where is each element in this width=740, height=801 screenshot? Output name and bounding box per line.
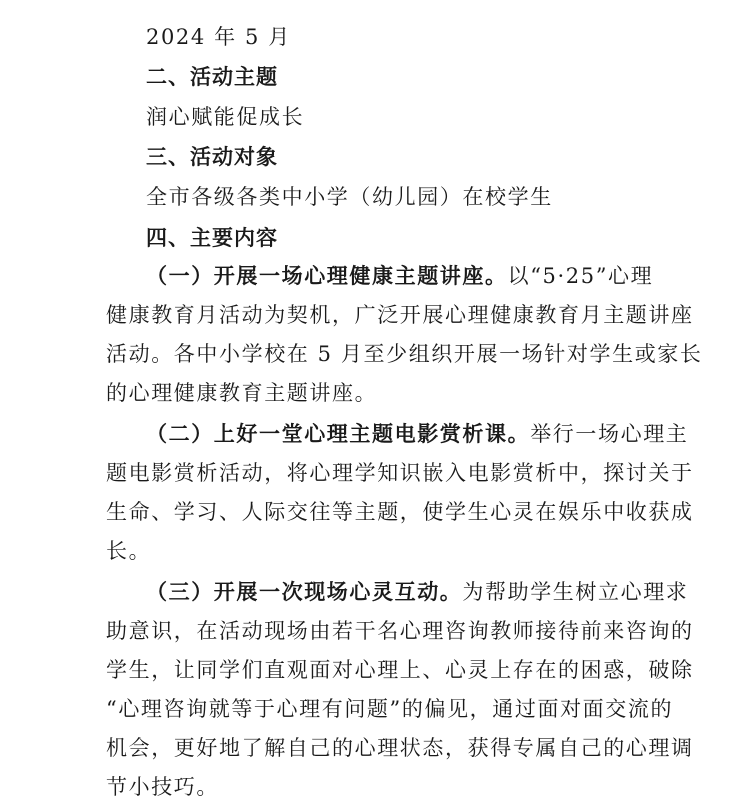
section-content-theme: 润心赋能促成长: [146, 105, 305, 129]
section-content-target: 全市各级各类中小学（幼儿园）在校学生: [146, 185, 553, 209]
item-3-line-5: 机会，更好地了解自己的心理状态，获得专属自己的心理调: [106, 736, 694, 760]
item-1-line-3: 活动。各中小学校在 5 月至少组织开展一场针对学生或家长: [106, 342, 703, 366]
item-2-line-4: 长。: [106, 539, 152, 563]
item-3-line-6: 节小技巧。: [106, 775, 219, 799]
item-3-line-3: 学生，让同学们直观面对心理上、心灵上存在的困惑，破除: [106, 658, 694, 682]
document-date: 2024 年 5 月: [146, 25, 291, 49]
item-1-line-2: 健康教育月活动为契机，广泛开展心理健康教育月主题讲座: [106, 303, 694, 327]
item-3-line-1: 为帮助学生树立心理求: [462, 580, 689, 604]
item-3-line-4: “心理咨询就等于心理有问题”的偏见，通过面对面交流的: [106, 697, 674, 721]
section-heading-theme: 二、活动主题: [146, 65, 278, 89]
item-2-line-1: 举行一场心理主: [530, 422, 689, 446]
item-1-lead: （一）开展一场心理健康主题讲座。: [146, 263, 508, 288]
section-heading-target: 三、活动对象: [146, 145, 278, 169]
item-2-lead: （二）上好一堂心理主题电影赏析课。: [146, 421, 531, 446]
item-3-line-2: 助意识，在活动现场由若干名心理咨询教师接待前来咨询的: [106, 619, 694, 643]
item-1-line-4: 的心理健康教育主题讲座。: [106, 381, 378, 405]
item-2-line-3: 生命、学习、人际交往等主题，使学生心灵在娱乐中收获成: [106, 500, 694, 524]
item-3-first-line: [146, 579, 688, 605]
item-1-first-line: [146, 263, 653, 289]
section-heading-content: 四、主要内容: [146, 226, 278, 250]
item-2-first-line: [146, 421, 688, 447]
item-3-lead: （三）开展一次现场心灵互动。: [146, 579, 463, 604]
item-1-line-1: 以“5·25”心理: [507, 264, 654, 288]
item-2-line-2: 题电影赏析活动，将心理学知识嵌入电影赏析中，探讨关于: [106, 461, 694, 485]
